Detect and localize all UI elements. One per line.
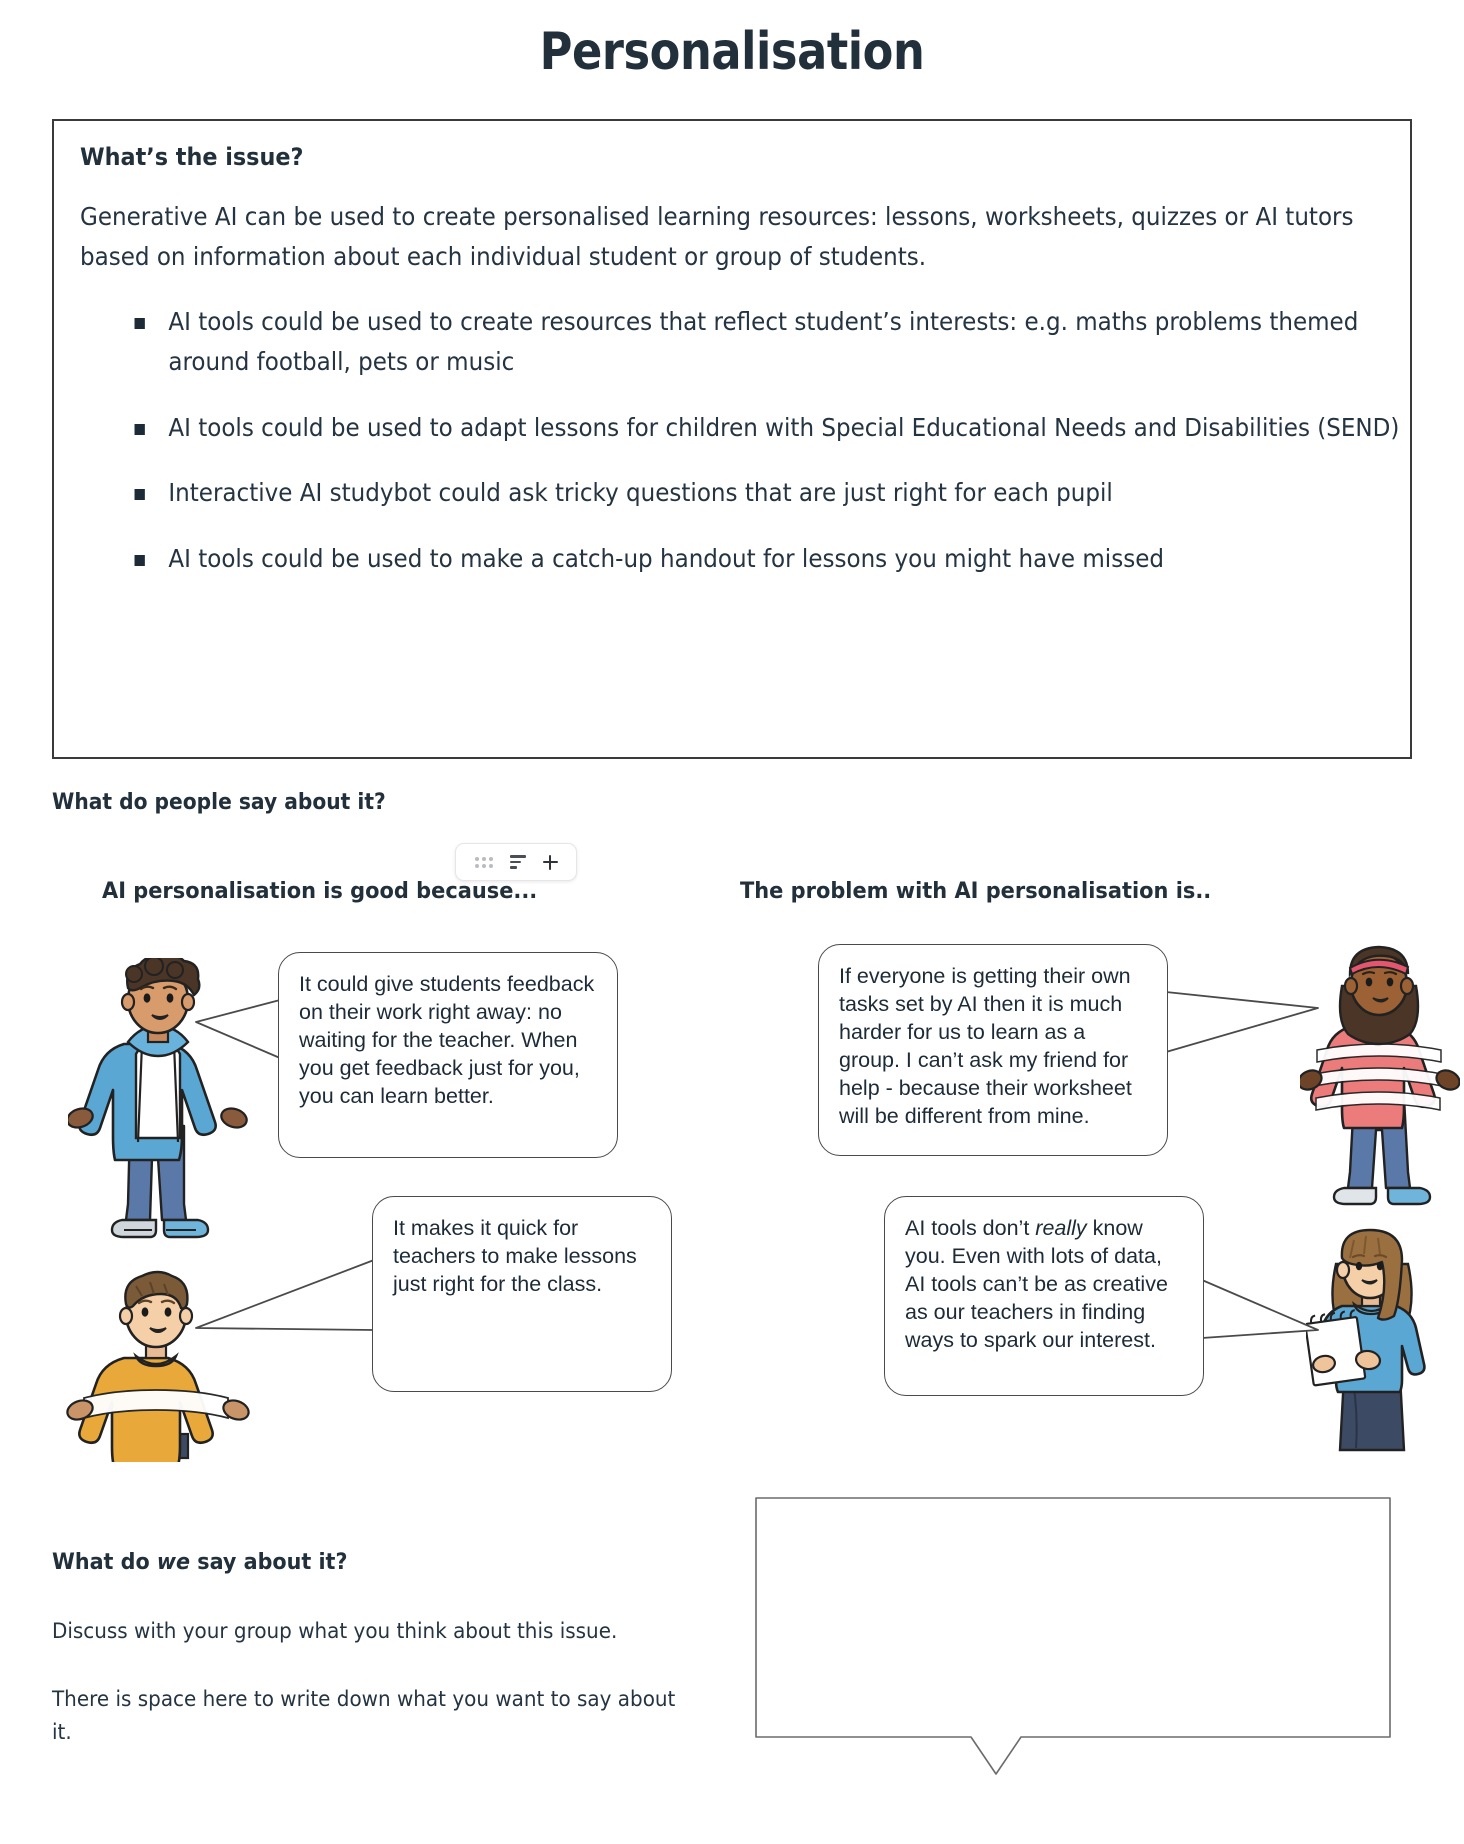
list-item: AI tools could be used to create resources that reflect student’s interests: e.g. maths problems themed around football, pets or music — [129, 302, 1415, 381]
page-title: Personalisation — [539, 22, 925, 82]
list-item: AI tools could be used to make a catch-up handout for lessons you might have missed — [129, 539, 1415, 579]
quote-text-before: AI tools don’t — [905, 1216, 1036, 1240]
people-say-heading: What do people say about it? — [52, 790, 386, 815]
quote-text-after: know you. Even with lots of data, AI tools can’t be as creative as our teachers in finding ways to spark our interest. — [905, 1216, 1168, 1352]
girl-pink-striped-top-illustration — [1300, 940, 1460, 1212]
issue-intro-paragraph: Generative AI can be used to create personalised learning resources: lessons, worksheets, quizzes or AI tutors based on information about each individual student or group of students. — [80, 202, 1354, 271]
list-item: Interactive AI studybot could ask tricky questions that are just right for each pupil — [129, 473, 1415, 513]
text-align-left-icon[interactable] — [510, 855, 526, 869]
speech-bubble-good-1: It could give students feedback on their work right away: no waiting for the teacher. When you get feedback just for you, you can learn better. — [278, 952, 618, 1158]
speech-bubble-good-2: It makes it quick for teachers to make lessons just right for the class. — [372, 1196, 672, 1392]
we-heading-emphasis: we — [156, 1549, 191, 1575]
we-heading-before: What do — [52, 1549, 157, 1575]
issue-heading: What’s the issue? — [80, 143, 304, 171]
answer-speech-bubble[interactable] — [755, 1497, 1391, 1775]
block-toolbar[interactable] — [455, 843, 577, 881]
column-heading-good: AI personalisation is good because... — [102, 878, 538, 904]
list-item: AI tools could be used to adapt lessons for children with Special Educational Needs and Disabilities (SEND) — [129, 408, 1415, 448]
boy-orange-jumper-illustration — [66, 1262, 251, 1462]
speech-bubble-problem-1: If everyone is getting their own tasks set by AI then it is much harder for us to learn as a group. I can’t ask my friend for help - because their worksheet will be different from mine. — [818, 944, 1168, 1156]
we-heading-after: say about it? — [190, 1549, 348, 1575]
we-paragraph-1: Discuss with your group what you think about this issue. — [52, 1619, 618, 1643]
plus-icon[interactable] — [543, 855, 558, 870]
quote-text-emphasis: really — [1035, 1216, 1087, 1240]
we-paragraph-2: There is space here to write down what you want to say about it. — [52, 1687, 676, 1744]
dot-grid-icon[interactable] — [475, 857, 493, 868]
boy-blue-hoodie-illustration — [68, 958, 248, 1248]
speech-bubble-problem-2 — [884, 1196, 1204, 1396]
issue-bullet-list — [80, 302, 1415, 578]
we-say-heading — [52, 1549, 347, 1575]
issue-box — [52, 119, 1412, 759]
girl-blue-tshirt-notepad-illustration — [1306, 1224, 1456, 1454]
column-heading-problem: The problem with AI personalisation is.. — [740, 878, 1212, 904]
